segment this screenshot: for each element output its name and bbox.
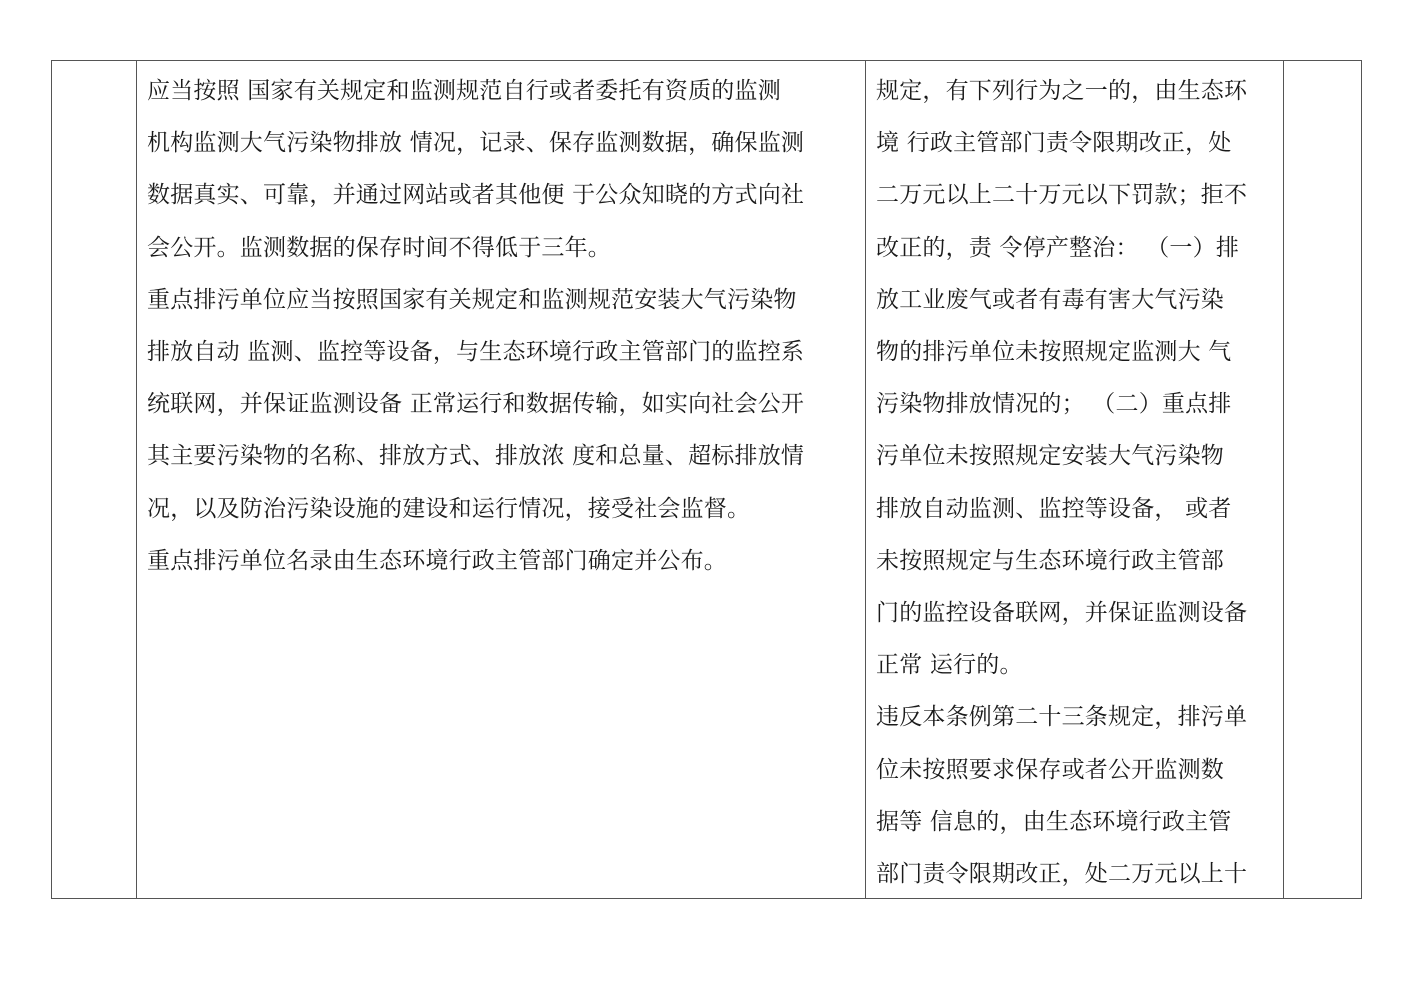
text-line: 门的监控设备联网，并保证监测设备 xyxy=(876,600,1248,627)
table-column-notes xyxy=(1284,61,1362,898)
table-column-penalties xyxy=(866,61,1284,898)
text-line: 放工业废气或者有毒有害大气污染 xyxy=(876,286,1224,313)
text-line: 污单位未按照规定安装大气污染物 xyxy=(876,443,1224,470)
text-line: 二万元以上二十万元以下罚款；拒不 xyxy=(876,182,1248,209)
text-line: 部门责令限期改正，处二万元以上十 xyxy=(876,861,1248,888)
text-line: 规定，有下列行为之一的，由生态环 xyxy=(876,78,1248,104)
text-line: 其主要污染物的名称、排放方式、排放浓 度和总量、超标排放情 xyxy=(147,443,805,470)
text-line: 重点排污单位名录由生态环境行政主管部门确定并公布。 xyxy=(147,547,727,574)
text-line: 数据真实、可靠，并通过网站或者其他便 于公众知晓的方式向社 xyxy=(147,182,805,209)
text-line: 统联网，并保证监测设备 正常运行和数据传输，如实向社会公开 xyxy=(147,391,805,418)
text-line: 机构监测大气污染物排放 情况，记录、保存监测数据，确保监测 xyxy=(147,130,805,157)
text-line: 物的排污单位未按照规定监测大 气 xyxy=(876,339,1232,366)
document-table xyxy=(51,60,1362,899)
text-line: 改正的，责 令停产整治： （一）排 xyxy=(876,234,1240,261)
text-line: 重点排污单位应当按照国家有关规定和监测规范安装大气污染物 xyxy=(147,286,797,313)
text-line: 境 行政主管部门责令限期改正，处 xyxy=(876,130,1232,157)
text-line: 违反本条例第二十三条规定，排污单 xyxy=(876,704,1248,731)
table-column-provisions xyxy=(137,61,866,898)
text-line: 应当按照 国家有关规定和监测规范自行或者委托有资质的监测 xyxy=(147,78,781,104)
text-line: 况，以及防治污染设施的建设和运行情况，接受社会监督。 xyxy=(147,495,751,522)
text-line: 排放自动 监测、监控等设备，与生态环境行政主管部门的监控系 xyxy=(147,339,805,366)
text-line: 据等 信息的，由生态环境行政主管 xyxy=(876,808,1232,835)
text-line: 正常 运行的。 xyxy=(876,652,1023,679)
text-line: 污染物排放情况的； （二）重点排 xyxy=(876,391,1232,418)
table-column-index xyxy=(52,61,137,898)
text-line: 排放自动监测、监控等设备， 或者 xyxy=(876,495,1232,522)
text-line: 位未按照要求保存或者公开监测数 xyxy=(876,756,1224,783)
provisions-text xyxy=(147,65,804,587)
text-line: 未按照规定与生态环境行政主管部 xyxy=(876,547,1224,574)
text-line: 会公开。监测数据的保存时间不得低于三年。 xyxy=(147,234,611,261)
penalties-text xyxy=(876,65,1247,900)
